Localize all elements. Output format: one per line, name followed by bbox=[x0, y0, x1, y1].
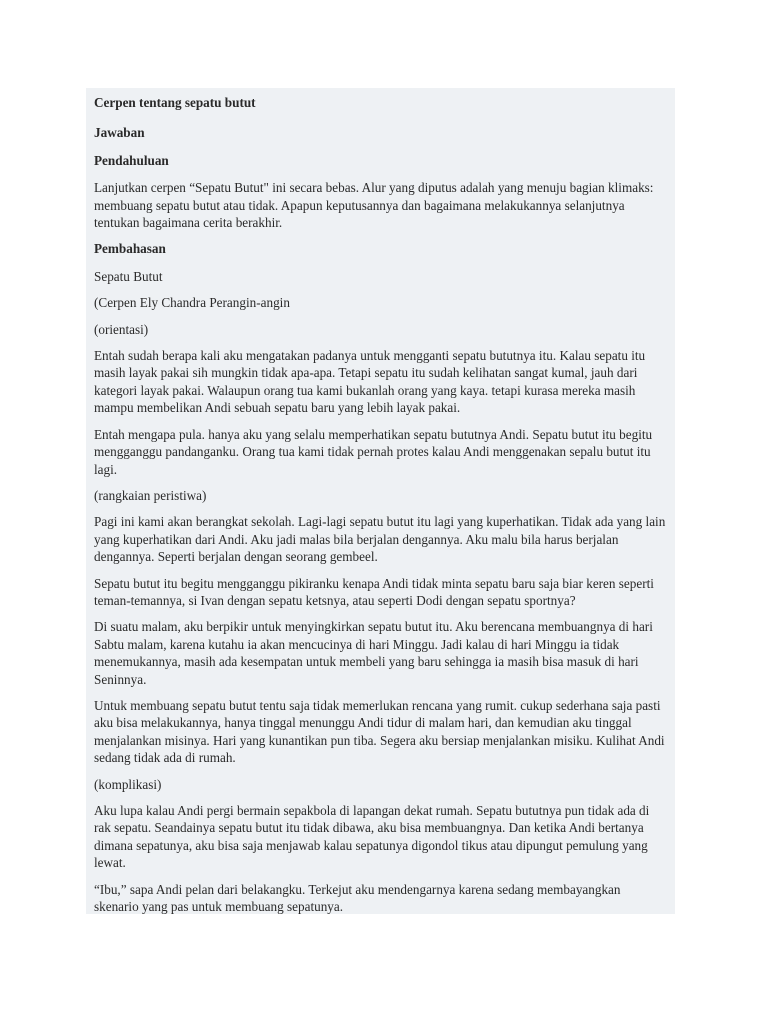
document-title: Cerpen tentang sepatu butut bbox=[94, 95, 256, 110]
story-title: Sepatu Butut bbox=[94, 268, 163, 284]
pendahuluan-text: Lanjutkan cerpen “Sepatu Butut" ini secara bebas. Alur yang diputus adalah yang menuju bagian klimaks: membuang sepatu butut atau tidak. Apapun keputusannya dan bagaimana melakukannya selanjutnya tentukan bagaimana cerita berakhir. bbox=[94, 180, 654, 231]
paragraph-1: Entah sudah berapa kali aku mengatakan padanya untuk mengganti sepatu bututnya itu. Kalau sepatu itu masih layak pakai sih mungkin tidak apa-apa. Tetapi sepatu itu sudah kelihatan sangat kumal, jauh dari kategori layak pakai. Walaupun orang tua kami bukanlah orang yang kaya. tetapi kurasa mereka masih mampu membelikan Andi sebuah sepatu baru yang lebih layak pakai. bbox=[94, 348, 646, 416]
document-page bbox=[86, 88, 675, 914]
heading-jawaban: Jawaban bbox=[94, 125, 145, 141]
paragraph-5: Di suatu malam, aku berpikir untuk menyingkirkan sepatu butut itu. Aku berencana membuangnya di hari Sabtu malam, karena kutahu ia akan mencucinya di hari Minggu. Jadi kalau di hari Minggu ia tidak menemukannya, masih ada kesempatan untuk membeli yang baru sehingga ia masih bisa masuk di hari Seninnya. bbox=[94, 619, 653, 687]
label-rangkaian-peristiwa: (rangkaian peristiwa) bbox=[94, 487, 207, 503]
paragraph-6: Untuk membuang sepatu butut tentu saja tidak memerlukan rencana yang rumit. cukup sederhana saja pasti aku bisa melakukannya, hanya tinggal menunggu Andi tidur di malam hari, dan kemudian aku tinggal menjalankan misinya. Hari yang kunantikan pun tiba. Segera aku bersiap menjalankan misiku. Kulihat Andi sedang tidak ada di rumah. bbox=[94, 697, 665, 766]
story-author: (Cerpen Ely Chandra Perangin-angin bbox=[94, 295, 290, 311]
paragraph-4: Sepatu butut itu begitu mengganggu pikiranku kenapa Andi tidak minta sepatu baru saja biar keren seperti teman-temannya, si Ivan dengan sepatu ketsnya, atau seperti Dodi dengan sepatu sportnya? bbox=[94, 575, 654, 608]
heading-pendahuluan: Pendahuluan bbox=[94, 152, 169, 168]
paragraph-3: Pagi ini kami akan berangkat sekolah. Lagi-lagi sepatu butut itu lagi yang kuperhatikan. Tidak ada yang lain yang kuperhatikan dari Andi. Aku jadi malas bila berjalan dengannya. Aku malu bila harus berjalan dengannya. Seperti berjalan dengan seorang gembeel. bbox=[94, 514, 666, 565]
label-orientasi: (orientasi) bbox=[94, 321, 149, 337]
paragraph-8: “Ibu,” sapa Andi pelan dari belakangku. Terkejut aku mendengarnya karena sedang membayangkan skenario yang pas untuk membuang sepatunya. bbox=[94, 881, 621, 914]
paragraph-7: Aku lupa kalau Andi pergi bermain sepakbola di lapangan dekat rumah. Sepatu bututnya pun tidak ada di rak sepatu. Seandainya sepatu butut itu tidak dibawa, aku bisa membuangnya. Dan ketika Andi bertanya dimana sepatunya, aku bisa saja menjawab kalau sepatunya digondol tikus atau dipungut pemulung yang lewat. bbox=[94, 803, 650, 871]
paragraph-2: Entah mengapa pula. hanya aku yang selalu memperhatikan sepatu bututnya Andi. Sepatu butut itu begitu mengganggu pandanganku. Orang tua kami tidak pernah protes kalau Andi menggenakan sepalu butut itu lagi. bbox=[94, 426, 653, 477]
label-komplikasi: (komplikasi) bbox=[94, 776, 162, 792]
heading-pembahasan: Pembahasan bbox=[94, 241, 166, 257]
